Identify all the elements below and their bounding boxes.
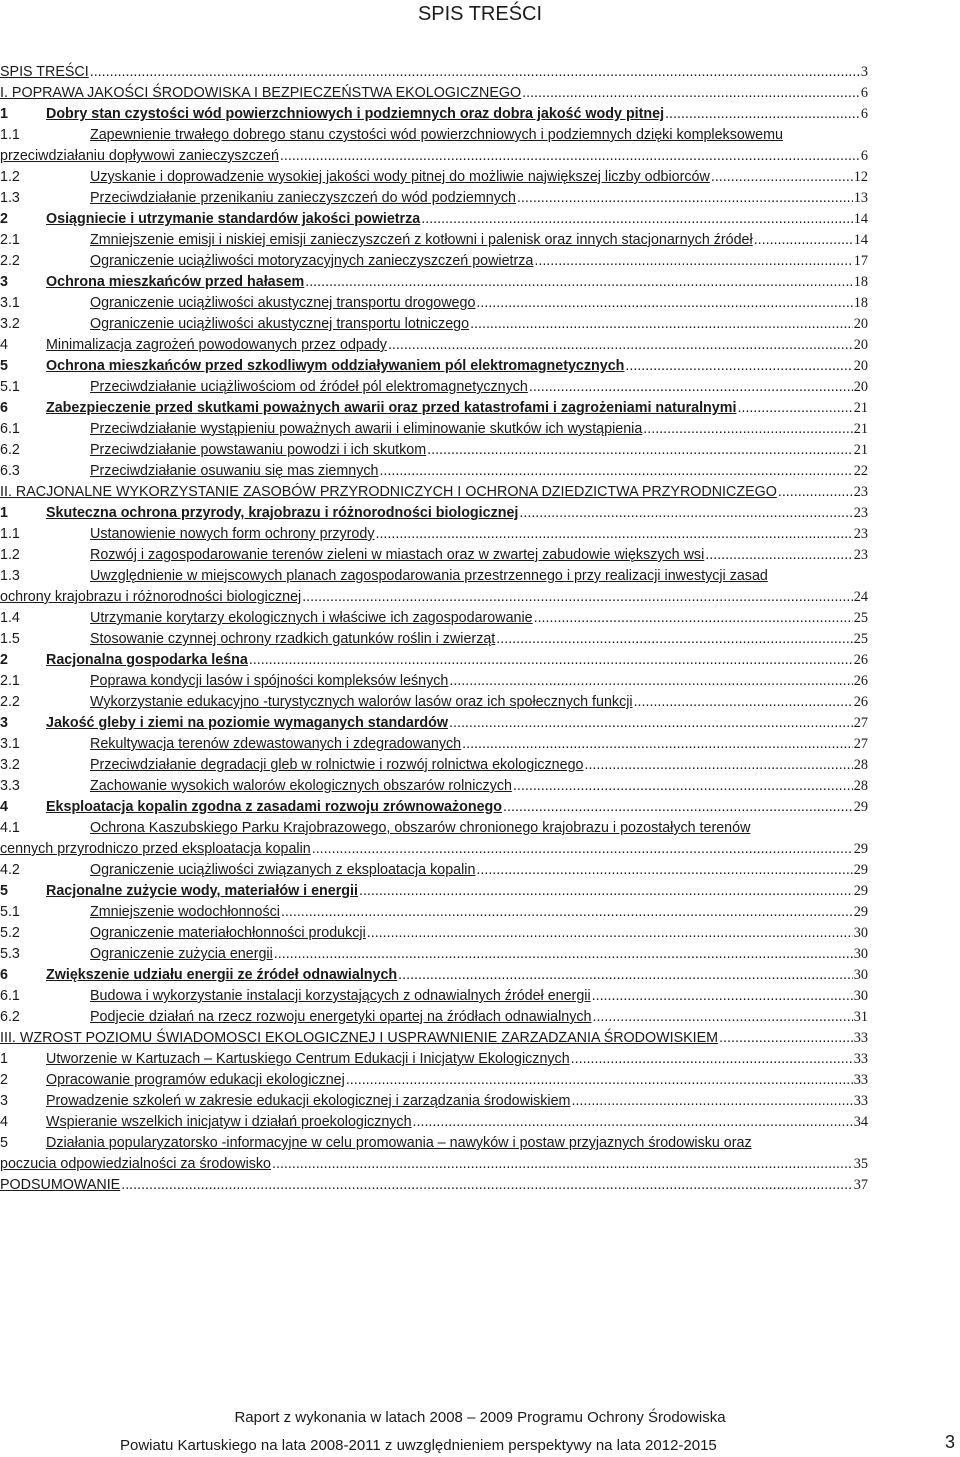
toc-leader-dots	[421, 209, 852, 230]
toc-entry-page[interactable]: 25	[853, 631, 868, 647]
toc-entry-page[interactable]: 37	[853, 1177, 868, 1193]
toc-leader-dots	[449, 671, 852, 692]
toc-entry[interactable]	[0, 83, 868, 104]
toc-entry-number: 5.2	[0, 925, 20, 941]
toc-entry-title[interactable]: Podjecie działań na rzecz rozwoju energetyki opartej na źródłach odnawialnych	[90, 1009, 592, 1025]
toc-entry-page[interactable]: 29	[853, 799, 868, 815]
toc-entry-title[interactable]: Racjonalna gospodarka leśna	[46, 652, 248, 668]
toc-entry-number: 1.2	[0, 547, 20, 563]
toc-entry[interactable]	[0, 251, 868, 272]
table-of-contents	[0, 62, 868, 1196]
toc-entry-number: 6	[0, 400, 8, 416]
toc-leader-dots	[312, 839, 853, 860]
toc-entry-number: 5.1	[0, 904, 20, 920]
toc-entry-title[interactable]: Przeciwdziałanie uciążliwościom od źródeł pól elektromagnetycznych	[90, 379, 528, 395]
toc-entry[interactable]	[0, 188, 868, 209]
toc-leader-dots	[571, 1049, 853, 1070]
toc-entry-title[interactable]: Zapewnienie trwałego dobrego stanu czystości wód powierzchniowych i podziemnych dzięki kompleksowemu	[90, 127, 783, 143]
toc-entry-page[interactable]: 6	[860, 85, 868, 101]
toc-entry-page[interactable]: 21	[853, 400, 868, 416]
toc-entry-number: 1.2	[0, 169, 20, 185]
toc-entry-page[interactable]: 30	[853, 946, 868, 962]
toc-entry-title[interactable]: Ograniczenie uciążliwości akustycznej transportu lotniczego	[90, 316, 470, 332]
toc-entry-number: 4	[0, 1114, 8, 1130]
toc-entry[interactable]	[0, 419, 868, 440]
toc-entry-title[interactable]: Rekultywacja terenów zdewastowanych i zdegradowanych	[90, 736, 462, 752]
toc-entry-page[interactable]: 30	[853, 967, 868, 983]
toc-entry-title[interactable]: Ograniczenie zużycia energii	[90, 946, 273, 962]
toc-entry-title[interactable]: Uwzględnienie w miejscowych planach zagospodarowania przestrzennego i przy realizacji inwestycji zasad	[90, 568, 768, 584]
toc-entry[interactable]	[0, 650, 868, 671]
toc-leader-dots	[375, 524, 852, 545]
toc-entry-page[interactable]: 20	[853, 316, 868, 332]
toc-leader-dots	[496, 629, 852, 650]
toc-entry-number: 6	[0, 967, 8, 983]
toc-entry-title[interactable]: Ograniczenie uciążliwości akustycznej transportu drogowego	[90, 295, 476, 311]
toc-entry-number: 1.1	[0, 127, 20, 143]
toc-entry-page[interactable]: 21	[853, 442, 868, 458]
toc-leader-dots	[249, 650, 853, 671]
toc-entry-page[interactable]: 29	[853, 862, 868, 878]
toc-leader-dots	[413, 1112, 853, 1133]
toc-entry[interactable]	[0, 986, 868, 1007]
toc-entry-page[interactable]: 20	[853, 379, 868, 395]
toc-leader-dots	[711, 167, 853, 188]
toc-entry[interactable]	[0, 1091, 868, 1112]
toc-leader-dots	[280, 146, 860, 167]
toc-leader-dots	[274, 944, 853, 965]
toc-entry-number: 2.1	[0, 673, 20, 689]
toc-entry[interactable]	[0, 167, 868, 188]
toc-entry-title[interactable]: Wykorzystanie edukacyjno -turystycznych walorów lasów oraz ich społecznych funkcji	[90, 694, 633, 710]
toc-leader-dots	[90, 62, 860, 83]
toc-entry[interactable]	[0, 314, 868, 335]
toc-entry[interactable]	[0, 671, 868, 692]
toc-entry[interactable]	[0, 524, 868, 545]
toc-leader-dots	[778, 482, 853, 503]
toc-entry-page[interactable]: 12	[853, 169, 868, 185]
toc-entry[interactable]	[0, 965, 868, 986]
toc-entry-title[interactable]: Wspieranie wszelkich inicjatyw i działań proekologicznych	[46, 1114, 412, 1130]
toc-entry[interactable]	[0, 335, 868, 356]
toc-entry-number: 1.4	[0, 610, 20, 626]
toc-entry-page[interactable]: 23	[853, 526, 868, 542]
toc-entry-number: 4.1	[0, 820, 20, 836]
toc-entry-page[interactable]: 25	[853, 610, 868, 626]
toc-entry[interactable]	[0, 230, 868, 251]
toc-entry-number: 1.5	[0, 631, 20, 647]
toc-entry-title[interactable]: Osiągniecie i utrzymanie standardów jakości powietrza	[46, 211, 421, 227]
toc-entry-page[interactable]: 29	[853, 904, 868, 920]
toc-entry-title[interactable]: Przeciwdziałanie degradacji gleb w rolnictwie i rozwój rolnictwa ekologicznego	[90, 757, 584, 773]
toc-entry-page[interactable]: 29	[853, 883, 868, 899]
toc-entry-page[interactable]: 30	[853, 988, 868, 1004]
toc-entry-number: 1.1	[0, 526, 20, 542]
toc-entry-number: 5.1	[0, 379, 20, 395]
toc-entry-number: 2.2	[0, 253, 20, 269]
toc-entry[interactable]	[0, 104, 868, 125]
toc-entry-number: 1	[0, 106, 8, 122]
toc-entry-page[interactable]: 23	[853, 547, 868, 563]
toc-entry-title[interactable]: poczucia odpowiedzialności za środowisko	[0, 1156, 271, 1172]
toc-entry[interactable]	[0, 881, 868, 902]
toc-entry-title[interactable]: III. WZROST POZIOMU ŚWIADOMOSCI EKOLOGICZNEJ I USPRAWNIENIE ZARZADZANIA ŚRODOWISKIEM	[0, 1030, 719, 1046]
toc-entry[interactable]	[0, 776, 868, 797]
toc-entry-page[interactable]: 30	[853, 925, 868, 941]
toc-entry[interactable]	[0, 1007, 868, 1028]
toc-entry-title[interactable]: Działania popularyzatorsko -informacyjne w celu promowania – nawyków i postaw przyjaznych środowisku oraz	[46, 1135, 752, 1151]
toc-entry-page[interactable]: 31	[853, 1009, 868, 1025]
toc-leader-dots	[584, 755, 852, 776]
toc-leader-dots	[476, 293, 852, 314]
toc-entry-title[interactable]: SPIS TREŚCI	[0, 64, 89, 80]
toc-entry-title[interactable]: Utworzenie w Kartuzach – Kartuskiego Centrum Edukacji i Inicjatyw Ekologicznych	[46, 1051, 570, 1067]
toc-entry[interactable]	[0, 482, 868, 503]
toc-entry-number: 2	[0, 211, 8, 227]
toc-leader-dots	[665, 104, 860, 125]
toc-entry-title[interactable]: Ograniczenie uciążliwości związanych z eksploatacja kopalin	[90, 862, 476, 878]
toc-entry-number: 2.1	[0, 232, 20, 248]
toc-entry-page[interactable]: 21	[853, 421, 868, 437]
toc-entry-number: 3	[0, 274, 8, 290]
toc-entry-title[interactable]: Przeciwdziałanie wystąpieniu poważnych awarii i eliminowanie skutków ich wystąpienia	[90, 421, 643, 437]
toc-entry-number: 4	[0, 799, 8, 815]
toc-leader-dots	[302, 587, 853, 608]
toc-entry-page[interactable]: 33	[853, 1051, 868, 1067]
toc-entry-title[interactable]: Jakość gleby i ziemi na poziomie wymaganych standardów	[46, 715, 449, 731]
toc-entry-number: 2.2	[0, 694, 20, 710]
toc-entry[interactable]	[0, 1133, 868, 1175]
toc-entry-page[interactable]: 14	[853, 232, 868, 248]
toc-entry-title[interactable]: Przeciwdziałanie osuwaniu się mas ziemnych	[90, 463, 379, 479]
toc-entry-title[interactable]: Ograniczenie uciążliwości motoryzacyjnych zanieczyszczeń powietrza	[90, 253, 534, 269]
toc-entry-page[interactable]: 23	[853, 484, 868, 500]
toc-entry[interactable]	[0, 209, 868, 230]
toc-entry[interactable]	[0, 461, 868, 482]
toc-entry[interactable]	[0, 713, 868, 734]
toc-entry-title[interactable]: Rozwój i zagospodarowanie terenów zieleni w miastach oraz w zwartej zabudowie większych wsi	[90, 547, 705, 563]
toc-entry[interactable]	[0, 272, 868, 293]
toc-entry-page[interactable]: 28	[853, 757, 868, 773]
toc-entry-number: 6.3	[0, 463, 20, 479]
toc-entry-title[interactable]: ochrony krajobrazu i różnorodności biologicznej	[0, 589, 302, 605]
toc-entry-page[interactable]: 33	[853, 1093, 868, 1109]
toc-entry[interactable]	[0, 860, 868, 881]
toc-entry-page[interactable]: 18	[853, 274, 868, 290]
toc-leader-dots	[346, 1070, 853, 1091]
toc-entry-title[interactable]: Budowa i wykorzystanie instalacji korzystających z odnawialnych źródeł energii	[90, 988, 591, 1004]
toc-entry-title[interactable]: Racjonalne zużycie wody, materiałów i energii	[46, 883, 358, 899]
toc-leader-dots	[522, 83, 860, 104]
toc-entry-page[interactable]: 26	[853, 694, 868, 710]
toc-entry[interactable]	[0, 1028, 868, 1049]
toc-entry-title[interactable]: Przeciwdziałanie przenikaniu zanieczyszczeń do wód podziemnych	[90, 190, 516, 206]
toc-leader-dots	[476, 860, 852, 881]
toc-entry-number: 6.2	[0, 442, 20, 458]
toc-leader-dots	[398, 965, 853, 986]
toc-entry-title[interactable]: Ograniczenie materiałochłonności produkcji	[90, 925, 366, 941]
toc-entry[interactable]	[0, 755, 868, 776]
toc-entry-title[interactable]: Opracowanie programów edukacji ekologicznej	[46, 1072, 345, 1088]
toc-entry-number: 5	[0, 883, 8, 899]
toc-entry-number: 3.1	[0, 295, 20, 311]
toc-leader-dots	[634, 692, 853, 713]
toc-entry[interactable]	[0, 503, 868, 524]
toc-entry-page[interactable]: 33	[853, 1030, 868, 1046]
toc-leader-dots	[519, 503, 852, 524]
toc-leader-dots	[513, 776, 853, 797]
toc-leader-dots	[449, 713, 853, 734]
toc-entry-title[interactable]: Uzyskanie i doprowadzenie wysokiej jakości wody pitnej do możliwie największej liczby odbiorców	[90, 169, 710, 185]
toc-leader-dots	[462, 734, 853, 755]
footer-line-1: Raport z wykonania w latach 2008 – 2009 Programu Ochrony Środowiska	[234, 1409, 726, 1426]
toc-leader-dots	[367, 923, 853, 944]
toc-entry-page[interactable]: 24	[853, 589, 868, 605]
toc-entry-number: 5	[0, 1135, 8, 1151]
toc-entry-title[interactable]: Zwiększenie udziału energii ze źródeł odnawialnych	[46, 967, 398, 983]
toc-entry-page[interactable]: 20	[853, 358, 868, 374]
toc-entry-number: 4.2	[0, 862, 20, 878]
toc-leader-dots	[359, 881, 853, 902]
toc-entry[interactable]	[0, 1070, 868, 1091]
toc-entry-page[interactable]: 6	[860, 148, 868, 164]
toc-entry-title[interactable]: cennych przyrodniczo przed eksploatacja kopalin	[0, 841, 311, 857]
toc-entry[interactable]	[0, 734, 868, 755]
toc-entry-title[interactable]: PODSUMOWANIE	[0, 1177, 121, 1193]
toc-entry-title[interactable]: Skuteczna ochrona przyrody, krajobrazu i różnorodności biologicznej	[46, 505, 519, 521]
page-title: SPIS TREŚCI	[417, 3, 543, 25]
toc-entry-number: 3.1	[0, 736, 20, 752]
toc-entry-number: 6.1	[0, 421, 20, 437]
toc-leader-dots	[305, 272, 852, 293]
toc-entry[interactable]	[0, 818, 868, 860]
toc-entry-number: 3.3	[0, 778, 20, 794]
toc-entry[interactable]	[0, 398, 868, 419]
toc-entry-page[interactable]: 6	[860, 106, 868, 122]
toc-entry[interactable]	[0, 377, 868, 398]
toc-entry-number: 2	[0, 1072, 8, 1088]
toc-entry-page[interactable]: 20	[853, 337, 868, 353]
toc-entry[interactable]	[0, 356, 868, 377]
toc-leader-dots	[643, 419, 852, 440]
toc-entry-page[interactable]: 26	[853, 673, 868, 689]
toc-entry[interactable]	[0, 797, 868, 818]
toc-leader-dots	[534, 251, 852, 272]
toc-entry[interactable]	[0, 1112, 868, 1133]
toc-entry-title[interactable]: Zachowanie wysokich walorów ekologicznych obszarów rolniczych	[90, 778, 512, 794]
toc-entry-page[interactable]: 22	[853, 463, 868, 479]
toc-entry-page[interactable]: 18	[853, 295, 868, 311]
toc-entry-number: 1	[0, 505, 8, 521]
toc-leader-dots	[281, 902, 853, 923]
toc-entry-number: 4	[0, 337, 8, 353]
toc-leader-dots	[625, 356, 852, 377]
toc-entry[interactable]	[0, 902, 868, 923]
toc-entry-title[interactable]: Dobry stan czystości wód powierzchniowych i podziemnych oraz dobra jakość wody pitnej	[46, 106, 665, 122]
toc-entry-page[interactable]: 34	[853, 1114, 868, 1130]
footer-line-2: Powiatu Kartuskiego na lata 2008-2011 z uwzględnieniem perspektywy na lata 2012-2015	[120, 1437, 717, 1454]
toc-entry-title[interactable]: Ustanowienie nowych form ochrony przyrody	[90, 526, 375, 542]
toc-entry-title[interactable]: Zmniejszenie emisji i niskiej emisji zanieczyszczeń z kotłowni i palenisk oraz innych stacjonarnych źródeł	[90, 232, 753, 248]
toc-entry-number: 1.3	[0, 190, 20, 206]
toc-leader-dots	[534, 608, 853, 629]
toc-entry-title[interactable]: Przeciwdziałanie powstawaniu powodzi i ich skutkom	[90, 442, 427, 458]
toc-leader-dots	[754, 230, 853, 251]
toc-leader-dots	[592, 986, 853, 1007]
toc-entry-number: 3	[0, 715, 8, 731]
toc-entry-number: 2	[0, 652, 8, 668]
toc-leader-dots	[388, 335, 853, 356]
toc-entry-title[interactable]: przeciwdziałaniu dopływowi zanieczyszczeń	[0, 148, 279, 164]
toc-entry-title[interactable]: Ochrona mieszkańców przed szkodliwym oddziaływaniem pól elektromagnetycznych	[46, 358, 625, 374]
toc-entry-number: 5.3	[0, 946, 20, 962]
toc-entry[interactable]	[0, 440, 868, 461]
toc-leader-dots	[737, 398, 852, 419]
toc-entry-page[interactable]: 17	[853, 253, 868, 269]
toc-entry-title[interactable]: I. POPRAWA JAKOŚCI ŚRODOWISKA I BEZPIECZEŃSTWA EKOLOGICZNEGO	[0, 85, 522, 101]
page-number: 3	[945, 1432, 956, 1452]
toc-entry-page[interactable]: 28	[853, 778, 868, 794]
toc-entry[interactable]	[0, 545, 868, 566]
toc-entry[interactable]	[0, 944, 868, 965]
toc-entry-number: 5	[0, 358, 8, 374]
toc-entry-title[interactable]: Stosowanie czynnej ochrony rzadkich gatunków roślin i zwierząt	[90, 631, 496, 647]
toc-entry-page[interactable]: 13	[853, 190, 868, 206]
toc-entry-title[interactable]: Ochrona Kaszubskiego Parku Krajobrazowego, obszarów chronionego krajobrazu i pozostałych terenów	[90, 820, 751, 836]
toc-entry-title[interactable]: Eksploatacja kopalin zgodna z zasadami rozwoju zrównoważonego	[46, 799, 502, 815]
toc-entry-number: 3	[0, 1093, 8, 1109]
toc-entry-title[interactable]: Prowadzenie szkoleń w zakresie edukacji ekologicznej i zarządzania środowiskiem	[46, 1093, 571, 1109]
toc-entry[interactable]	[0, 629, 868, 650]
toc-entry-number: 1	[0, 1051, 8, 1067]
toc-entry[interactable]	[0, 923, 868, 944]
toc-leader-dots	[517, 188, 853, 209]
toc-entry[interactable]	[0, 1175, 868, 1196]
toc-leader-dots	[705, 545, 852, 566]
toc-entry-number: 1.3	[0, 568, 20, 584]
toc-leader-dots	[272, 1154, 853, 1175]
toc-leader-dots	[379, 461, 852, 482]
toc-entry-page[interactable]: 27	[853, 736, 868, 752]
toc-entry-number: 3.2	[0, 316, 20, 332]
toc-entry[interactable]	[0, 692, 868, 713]
toc-entry-title[interactable]: Zmniejszenie wodochłonności	[90, 904, 280, 920]
toc-leader-dots	[427, 440, 853, 461]
toc-entry-page[interactable]: 27	[853, 715, 868, 731]
toc-entry-page[interactable]: 33	[853, 1072, 868, 1088]
toc-entry-title[interactable]: Minimalizacja zagrożeń powodowanych przez odpady	[46, 337, 387, 353]
toc-entry-page[interactable]: 29	[853, 841, 868, 857]
toc-leader-dots	[470, 314, 853, 335]
toc-leader-dots	[719, 1028, 853, 1049]
toc-entry-title[interactable]: Poprawa kondycji lasów i spójności kompleksów leśnych	[90, 673, 449, 689]
toc-entry-title[interactable]: Utrzymanie korytarzy ekologicznych i właściwe ich zagospodarowanie	[90, 610, 533, 626]
toc-entry-number: 3.2	[0, 757, 20, 773]
toc-leader-dots	[529, 377, 853, 398]
toc-entry[interactable]	[0, 608, 868, 629]
toc-entry-page[interactable]: 35	[853, 1156, 868, 1172]
toc-entry[interactable]	[0, 1049, 868, 1070]
toc-entry[interactable]	[0, 62, 868, 83]
toc-entry-page[interactable]: 3	[860, 64, 868, 80]
toc-entry-title[interactable]: Ochrona mieszkańców przed hałasem	[46, 274, 305, 290]
toc-leader-dots	[571, 1091, 852, 1112]
toc-leader-dots	[592, 1007, 852, 1028]
toc-leader-dots	[121, 1175, 852, 1196]
toc-entry-title[interactable]: II. RACJONALNE WYKORZYSTANIE ZASOBÓW PRZYRODNICZYCH I OCHRONA DZIEDZICTWA PRZYRODNICZEGO	[0, 484, 777, 500]
toc-entry[interactable]	[0, 293, 868, 314]
toc-leader-dots	[503, 797, 853, 818]
toc-entry-title[interactable]: Zabezpieczenie przed skutkami poważnych awarii oraz przed katastrofami i zagrożeniami naturalnymi	[46, 400, 737, 416]
toc-entry-page[interactable]: 23	[853, 505, 868, 521]
toc-entry-number: 6.1	[0, 988, 20, 1004]
toc-entry[interactable]	[0, 566, 868, 608]
toc-entry-number: 6.2	[0, 1009, 20, 1025]
toc-entry-page[interactable]: 14	[853, 211, 868, 227]
toc-entry-page[interactable]: 26	[853, 652, 868, 668]
toc-entry[interactable]	[0, 125, 868, 167]
